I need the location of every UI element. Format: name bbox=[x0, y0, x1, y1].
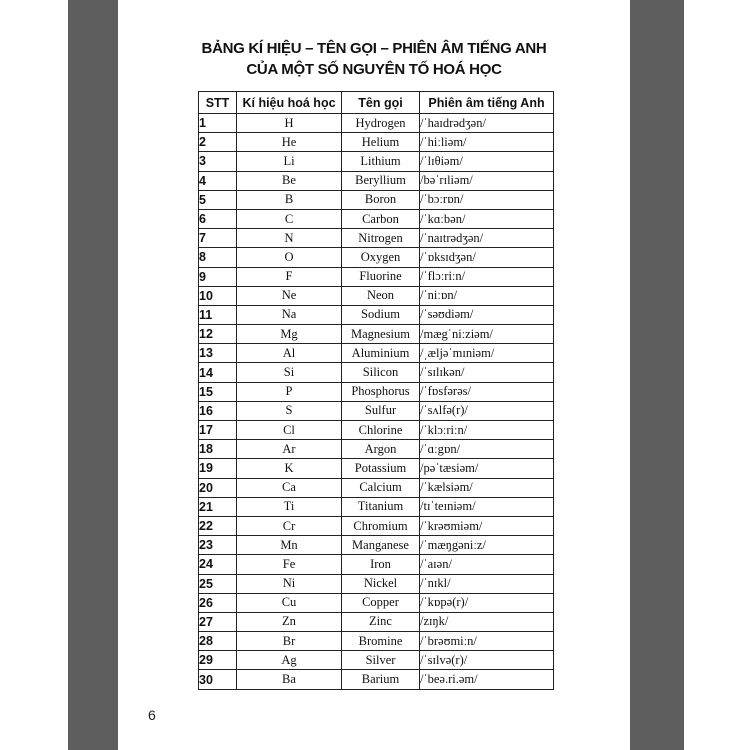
cell-ipa: /ˈbeə.ri.əm/ bbox=[420, 670, 554, 689]
cell-name: Chlorine bbox=[342, 421, 420, 440]
table-row bbox=[199, 497, 554, 516]
cell-ipa: /ˈhiːliəm/ bbox=[420, 133, 554, 152]
cell-symbol: Be bbox=[237, 171, 342, 190]
cell-ipa: /ˈlɪθiəm/ bbox=[420, 152, 554, 171]
cell-name: Beryllium bbox=[342, 171, 420, 190]
cell-ipa: /ˈkɒpə(r)/ bbox=[420, 593, 554, 612]
cell-ipa: /ˈbrəʊmiːn/ bbox=[420, 632, 554, 651]
cell-ipa: /ˈaɪən/ bbox=[420, 555, 554, 574]
table-row bbox=[199, 478, 554, 497]
cell-stt: 28 bbox=[199, 632, 237, 651]
cell-ipa: /ˈsɪlɪkən/ bbox=[420, 363, 554, 382]
cell-name: Iron bbox=[342, 555, 420, 574]
cell-stt: 14 bbox=[199, 363, 237, 382]
cell-name: Argon bbox=[342, 440, 420, 459]
table-row bbox=[199, 536, 554, 555]
cell-symbol: F bbox=[237, 267, 342, 286]
cell-ipa: /ˈhaɪdrədʒən/ bbox=[420, 114, 554, 133]
table-row bbox=[199, 344, 554, 363]
cell-ipa: /ˈkrəʊmiəm/ bbox=[420, 516, 554, 535]
cell-name: Copper bbox=[342, 593, 420, 612]
header-ipa: Phiên âm tiếng Anh bbox=[420, 92, 554, 114]
cell-stt: 3 bbox=[199, 152, 237, 171]
cell-stt: 5 bbox=[199, 190, 237, 209]
table-row bbox=[199, 612, 554, 631]
cell-symbol: Cu bbox=[237, 593, 342, 612]
cell-stt: 23 bbox=[199, 536, 237, 555]
cell-stt: 16 bbox=[199, 401, 237, 420]
cell-name: Oxygen bbox=[342, 248, 420, 267]
cell-ipa: /ˈklɔːriːn/ bbox=[420, 421, 554, 440]
cell-symbol: Br bbox=[237, 632, 342, 651]
table-row bbox=[199, 574, 554, 593]
cell-ipa: /ˈɒksɪdʒən/ bbox=[420, 248, 554, 267]
cell-name: Carbon bbox=[342, 209, 420, 228]
cell-stt: 6 bbox=[199, 209, 237, 228]
table-row bbox=[199, 651, 554, 670]
table-row bbox=[199, 555, 554, 574]
cell-ipa: /ˈɑːgɒn/ bbox=[420, 440, 554, 459]
elements-table bbox=[198, 91, 554, 690]
cell-symbol: K bbox=[237, 459, 342, 478]
table-row bbox=[199, 670, 554, 689]
table-row bbox=[199, 325, 554, 344]
table-body bbox=[199, 114, 554, 690]
cell-symbol: Ni bbox=[237, 574, 342, 593]
cell-name: Sulfur bbox=[342, 401, 420, 420]
cell-symbol: Zn bbox=[237, 612, 342, 631]
cell-stt: 15 bbox=[199, 382, 237, 401]
cell-name: Potassium bbox=[342, 459, 420, 478]
cell-symbol: Mg bbox=[237, 325, 342, 344]
cell-name: Hydrogen bbox=[342, 114, 420, 133]
document-page bbox=[118, 0, 630, 750]
table-row bbox=[199, 152, 554, 171]
cell-symbol: C bbox=[237, 209, 342, 228]
table-row bbox=[199, 171, 554, 190]
cell-symbol: H bbox=[237, 114, 342, 133]
cell-stt: 29 bbox=[199, 651, 237, 670]
table-row bbox=[199, 421, 554, 440]
cell-ipa: /ˈkɑːbən/ bbox=[420, 209, 554, 228]
cell-stt: 11 bbox=[199, 305, 237, 324]
header-stt: STT bbox=[199, 92, 237, 114]
table-row bbox=[199, 286, 554, 305]
cell-stt: 2 bbox=[199, 133, 237, 152]
table-row bbox=[199, 382, 554, 401]
cell-stt: 21 bbox=[199, 497, 237, 516]
cell-name: Magnesium bbox=[342, 325, 420, 344]
cell-stt: 12 bbox=[199, 325, 237, 344]
cell-stt: 26 bbox=[199, 593, 237, 612]
table-row bbox=[199, 133, 554, 152]
cell-stt: 8 bbox=[199, 248, 237, 267]
cell-name: Sodium bbox=[342, 305, 420, 324]
header-name: Tên gọi bbox=[342, 92, 420, 114]
cell-symbol: Ti bbox=[237, 497, 342, 516]
cell-name: Chromium bbox=[342, 516, 420, 535]
cell-symbol: He bbox=[237, 133, 342, 152]
cell-ipa: /bəˈrɪliəm/ bbox=[420, 171, 554, 190]
cell-stt: 19 bbox=[199, 459, 237, 478]
table-row bbox=[199, 114, 554, 133]
cell-stt: 30 bbox=[199, 670, 237, 689]
cell-symbol: B bbox=[237, 190, 342, 209]
cell-stt: 13 bbox=[199, 344, 237, 363]
table-row bbox=[199, 209, 554, 228]
table-row bbox=[199, 229, 554, 248]
table-row bbox=[199, 401, 554, 420]
cell-stt: 1 bbox=[199, 114, 237, 133]
cell-symbol: Ar bbox=[237, 440, 342, 459]
cell-symbol: Si bbox=[237, 363, 342, 382]
cell-name: Zinc bbox=[342, 612, 420, 631]
cell-ipa: /zɪŋk/ bbox=[420, 612, 554, 631]
cell-ipa: /ˈbɔːrɒn/ bbox=[420, 190, 554, 209]
cell-stt: 10 bbox=[199, 286, 237, 305]
cell-ipa: /ˈsʌlfə(r)/ bbox=[420, 401, 554, 420]
table-row bbox=[199, 459, 554, 478]
cell-ipa: /pəˈtæsiəm/ bbox=[420, 459, 554, 478]
title-line-2: CỦA MỘT SỐ NGUYÊN TỐ HOÁ HỌC bbox=[246, 61, 502, 78]
cell-name: Fluorine bbox=[342, 267, 420, 286]
cell-name: Manganese bbox=[342, 536, 420, 555]
table-row bbox=[199, 267, 554, 286]
cell-symbol: Na bbox=[237, 305, 342, 324]
cell-name: Boron bbox=[342, 190, 420, 209]
cell-ipa: /ˈflɔːriːn/ bbox=[420, 267, 554, 286]
cell-symbol: Al bbox=[237, 344, 342, 363]
cell-stt: 9 bbox=[199, 267, 237, 286]
cell-stt: 25 bbox=[199, 574, 237, 593]
cell-name: Lithium bbox=[342, 152, 420, 171]
cell-symbol: Cr bbox=[237, 516, 342, 535]
cell-ipa: /ˈsɪlvə(r)/ bbox=[420, 651, 554, 670]
cell-symbol: N bbox=[237, 229, 342, 248]
cell-stt: 22 bbox=[199, 516, 237, 535]
cell-name: Phosphorus bbox=[342, 382, 420, 401]
table-row bbox=[199, 248, 554, 267]
page-title bbox=[118, 38, 630, 80]
cell-ipa: /ˈniːɒn/ bbox=[420, 286, 554, 305]
cell-name: Silver bbox=[342, 651, 420, 670]
cell-ipa: /ˈsəʊdiəm/ bbox=[420, 305, 554, 324]
cell-ipa: /ˈkælsiəm/ bbox=[420, 478, 554, 497]
cell-stt: 18 bbox=[199, 440, 237, 459]
cell-symbol: Mn bbox=[237, 536, 342, 555]
cell-symbol: O bbox=[237, 248, 342, 267]
cell-symbol: S bbox=[237, 401, 342, 420]
left-gray-band bbox=[68, 0, 118, 750]
title-line-1: BẢNG KÍ HIỆU – TÊN GỌI – PHIÊN ÂM TIẾNG ANH bbox=[201, 40, 547, 57]
cell-stt: 20 bbox=[199, 478, 237, 497]
cell-ipa: /ˈnaɪtrədʒən/ bbox=[420, 229, 554, 248]
cell-ipa: /ˌæljəˈmɪniəm/ bbox=[420, 344, 554, 363]
cell-stt: 17 bbox=[199, 421, 237, 440]
table-row bbox=[199, 516, 554, 535]
cell-name: Nitrogen bbox=[342, 229, 420, 248]
cell-symbol: Ca bbox=[237, 478, 342, 497]
table-row bbox=[199, 305, 554, 324]
cell-ipa: /tɪˈteɪniəm/ bbox=[420, 497, 554, 516]
cell-name: Silicon bbox=[342, 363, 420, 382]
cell-symbol: Ba bbox=[237, 670, 342, 689]
cell-name: Bromine bbox=[342, 632, 420, 651]
cell-stt: 27 bbox=[199, 612, 237, 631]
cell-symbol: Cl bbox=[237, 421, 342, 440]
cell-name: Titanium bbox=[342, 497, 420, 516]
header-symbol: Kí hiệu hoá học bbox=[237, 92, 342, 114]
table-row bbox=[199, 593, 554, 612]
cell-symbol: Ne bbox=[237, 286, 342, 305]
cell-ipa: /ˈnɪkl/ bbox=[420, 574, 554, 593]
cell-name: Aluminium bbox=[342, 344, 420, 363]
table-row bbox=[199, 440, 554, 459]
cell-stt: 7 bbox=[199, 229, 237, 248]
cell-symbol: P bbox=[237, 382, 342, 401]
table-header-row bbox=[199, 92, 554, 114]
cell-symbol: Fe bbox=[237, 555, 342, 574]
cell-name: Calcium bbox=[342, 478, 420, 497]
table-row bbox=[199, 363, 554, 382]
cell-name: Neon bbox=[342, 286, 420, 305]
cell-name: Helium bbox=[342, 133, 420, 152]
cell-name: Nickel bbox=[342, 574, 420, 593]
cell-symbol: Ag bbox=[237, 651, 342, 670]
page-number: 6 bbox=[148, 707, 156, 723]
right-gray-band bbox=[630, 0, 684, 750]
cell-stt: 4 bbox=[199, 171, 237, 190]
table-row bbox=[199, 190, 554, 209]
cell-ipa: /mægˈniːziəm/ bbox=[420, 325, 554, 344]
cell-symbol: Li bbox=[237, 152, 342, 171]
cell-ipa: /ˈfɒsfərəs/ bbox=[420, 382, 554, 401]
cell-ipa: /ˈmæŋgəniːz/ bbox=[420, 536, 554, 555]
cell-name: Barium bbox=[342, 670, 420, 689]
table-row bbox=[199, 632, 554, 651]
cell-stt: 24 bbox=[199, 555, 237, 574]
